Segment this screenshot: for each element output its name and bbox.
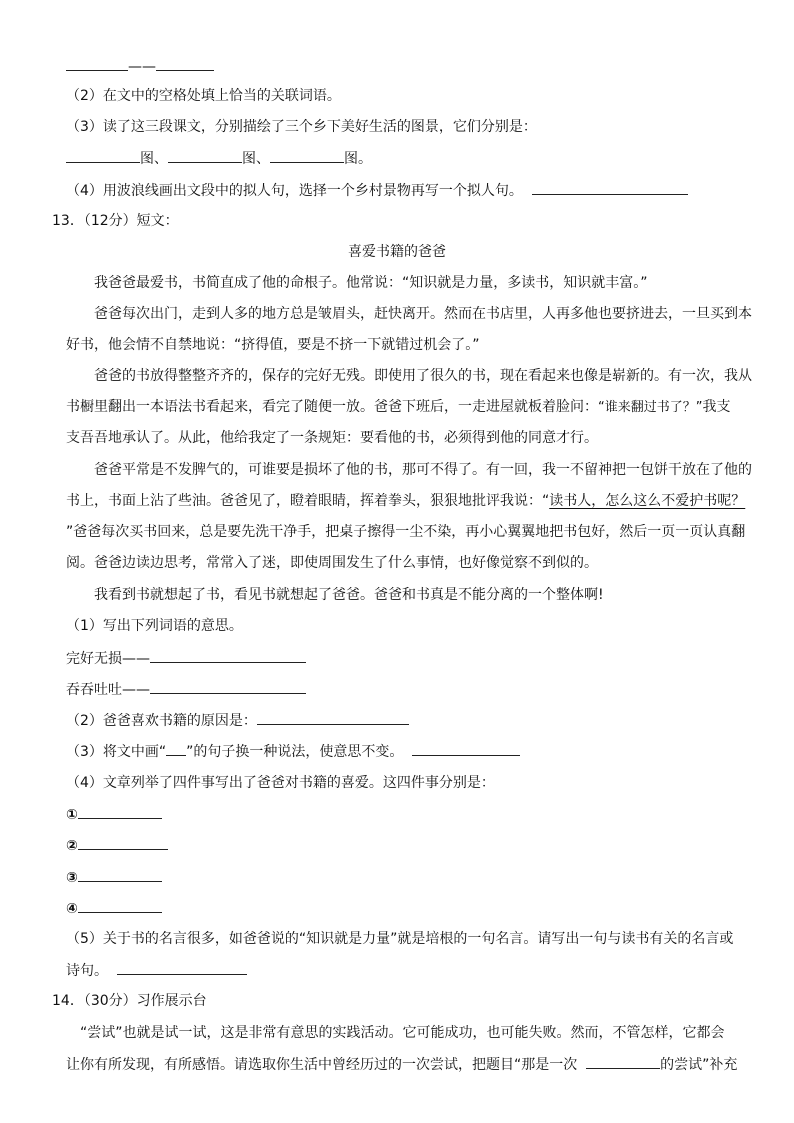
q12-sub3-answers: 图、 图、 图。 xyxy=(66,148,372,169)
passage-p5: 我看到书就想起了书，看见书就想起了爸爸。爸爸和书真是不能分离的一个整体啊! xyxy=(94,587,604,603)
blank[interactable] xyxy=(66,148,140,163)
blank[interactable] xyxy=(117,960,247,975)
answer-line-top: —— xyxy=(66,56,214,77)
passage-p3-line3: 支吾吾地承认了。从此，他给我定了一条规矩：要看他的书，必须得到他的同意才行。 xyxy=(66,430,598,446)
q13-event1: ① xyxy=(66,804,162,825)
passage-p4-line3: ”爸爸每次买书回来，总是要先洗干净手，把桌子擦得一尘不染，再小心翼翼地把书包好，然后一页一页认真翻 xyxy=(66,524,746,540)
q14-p1: “尝试”也就是试一试，这是非常有意思的实践活动。它可能成功，也可能失败。然而，不管怎样，它都会 xyxy=(80,1025,725,1041)
blank[interactable] xyxy=(150,679,306,694)
passage-p1: 我爸爸最爱书，书简直成了他的命根子。他常说：“知识就是力量，多读书，知识就丰富。” xyxy=(94,275,648,291)
q13-sub2: （2）爸爸喜欢书籍的原因是： xyxy=(66,710,409,731)
blank[interactable] xyxy=(78,835,168,850)
blank[interactable] xyxy=(66,56,128,71)
passage-p3-line2: 书橱里翻出一本语法书看起来，看完了随便一放。爸爸下班后，一走进屋就板着脸问：“谁来翻过书了？”我支 xyxy=(66,399,731,415)
underline-mark xyxy=(166,741,186,756)
passage-p2-line2: 好书，他会情不自禁地说：“挤得值，要是不挤一下就错过机会了。” xyxy=(66,337,480,353)
q14-header: 14．（30分）习作展示台 xyxy=(52,993,207,1009)
q13-event2: ② xyxy=(66,835,168,856)
q13-sub5-line1: （5）关于书的名言很多，如爸爸说的“知识就是力量”就是培根的一句名言。请写出一句与读书有关的名言或 xyxy=(66,931,734,947)
blank[interactable] xyxy=(78,867,162,882)
passage-p3-line1: 爸爸的书放得整整齐齐的，保存的完好无残。即使用了很久的书，现在看起来也像是崭新的。有一次，我从 xyxy=(94,368,752,384)
q13-event3: ③ xyxy=(66,867,162,888)
passage-p4-line4: 阅。爸爸边读边思考，常常入了迷，即使周围发生了什么事情，也好像觉察不到似的。 xyxy=(66,555,598,571)
blank[interactable] xyxy=(78,898,162,913)
passage-p4-line2: 书上，书面上沾了些油。爸爸见了，瞪着眼睛，挥着拳头，狠狠地批评我说：“读书人，怎么这么不爱护书呢？ xyxy=(66,493,746,509)
q13-word1: 完好无损—— xyxy=(66,648,306,669)
q12-sub4: （4）用波浪线画出文段中的拟人句，选择一个乡村景物再写一个拟人句。 xyxy=(66,180,688,201)
passage-p4-line1: 爸爸平常是不发脾气的，可谁要是损坏了他的书，那可不得了。有一回，我一不留神把一包饼干放在了他的 xyxy=(94,462,752,478)
q13-word2: 吞吞吐吐—— xyxy=(66,679,306,700)
q12-sub3: （3）读了这三段课文，分别描绘了三个乡下美好生活的图景，它们分别是： xyxy=(66,119,537,135)
q13-sub4: （4）文章列举了四件事写出了爸爸对书籍的喜爱。这四件事分别是： xyxy=(66,775,495,791)
blank[interactable] xyxy=(257,710,409,725)
q12-sub2: （2）在文中的空格处填上恰当的关联词语。 xyxy=(66,88,341,104)
passage-title: 喜爱书籍的爸爸 xyxy=(348,244,446,260)
q13-header: 13．（12分）短文： xyxy=(52,213,179,229)
q13-sub1: （1）写出下列词语的意思。 xyxy=(66,618,243,634)
q13-sub5-line2: 诗句。 xyxy=(66,960,247,981)
underlined-sentence: 读书人，怎么这么不爱护书呢？ xyxy=(549,493,746,509)
blank[interactable] xyxy=(150,648,306,663)
blank[interactable] xyxy=(156,56,214,71)
blank[interactable] xyxy=(586,1054,660,1069)
blank[interactable] xyxy=(270,148,344,163)
blank[interactable] xyxy=(78,804,162,819)
q13-sub3: （3）将文中画“ ”的句子换一种说法，使意思不变。 xyxy=(66,741,520,762)
blank[interactable] xyxy=(168,148,242,163)
passage-p2-line1: 爸爸每次出门，走到人多的地方总是皱眉头，赶快离开。然而在书店里，人再多他也要挤进去，一旦买到本 xyxy=(94,306,752,322)
blank[interactable] xyxy=(532,180,688,195)
q14-p2: 让你有所发现，有所感悟。请选取你生活中曾经历过的一次尝试，把题目“那是一次 的尝试”补充 xyxy=(66,1054,737,1075)
blank[interactable] xyxy=(412,741,520,756)
q13-event4: ④ xyxy=(66,898,162,919)
